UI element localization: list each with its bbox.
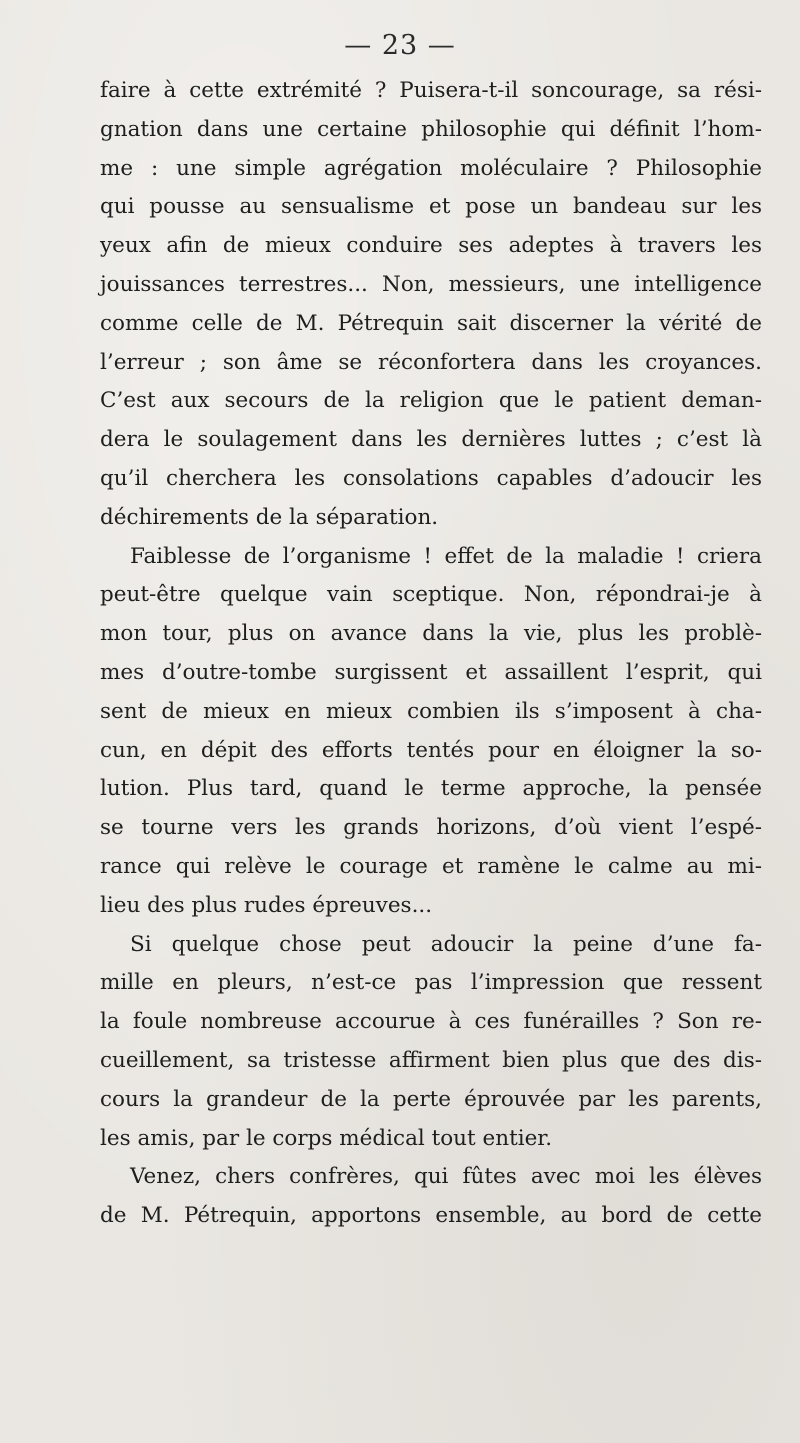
text-line: me : une simple agrégation moléculaire ? Philosophie	[100, 155, 762, 181]
paragraph-end-line: déchirements de la séparation.	[100, 504, 439, 530]
paragraph-start-line: Faiblesse de l’organisme ! effet de la maladie ! criera	[130, 543, 762, 569]
text-line: cours la grandeur de la perte éprouvée par les parents,	[100, 1086, 762, 1112]
page-number: — 23 —	[344, 30, 456, 61]
text-line: jouissances terrestres... Non, messieurs, une intelligence	[100, 271, 762, 297]
text-line: mon tour, plus on avance dans la vie, plus les problè-	[100, 621, 762, 647]
text-line: qu’il cherchera les consolations capables d’adoucir les	[100, 465, 762, 491]
text-line: cun, en dépit des efforts tentés pour en éloigner la so-	[100, 737, 762, 763]
text-line: l’erreur ; son âme se réconfortera dans les croyances.	[100, 349, 762, 375]
text-line: lution. Plus tard, quand le terme approche, la pensée	[100, 776, 762, 802]
text-line: rance qui relève le courage et ramène le calme au mi-	[100, 853, 762, 879]
body-text	[100, 72, 762, 1236]
text-line: se tourne vers les grands horizons, d’où vient l’espé-	[100, 815, 762, 841]
text-line: mes d’outre-tombe surgissent et assaillent l’esprit, qui	[100, 659, 762, 685]
paragraph-start-line: Venez, chers confrères, qui fûtes avec moi les élèves	[130, 1164, 762, 1190]
paragraph-end-line: les amis, par le corps médical tout entier.	[100, 1125, 553, 1151]
text-line: dera le soulagement dans les dernières luttes ; c’est là	[100, 427, 762, 453]
text-line: qui pousse au sensualisme et pose un bandeau sur les	[100, 194, 762, 220]
text-line: peut-être quelque vain sceptique. Non, répondrai-je à	[100, 582, 762, 608]
text-line: faire à cette extrémité ? Puisera-t-il soncourage, sa rési-	[100, 78, 762, 103]
text-line: cueillement, sa tristesse affirment bien plus que des dis-	[100, 1047, 762, 1073]
text-line: la foule nombreuse accourue à ces funérailles ? Son re-	[100, 1009, 762, 1035]
text-line: gnation dans une certaine philosophie qui définit l’hom-	[100, 116, 762, 142]
text-line: de M. Pétrequin, apportons ensemble, au bord de cette	[100, 1203, 762, 1229]
text-line: sent de mieux en mieux combien ils s’imposent à cha-	[100, 698, 762, 724]
text-line: yeux afin de mieux conduire ses adeptes à travers les	[100, 233, 762, 259]
paragraph-start-line: Si quelque chose peut adoucir la peine d’une fa-	[130, 931, 762, 957]
text-line: C’est aux secours de la religion que le patient deman-	[100, 388, 762, 414]
paragraph-end-line: lieu des plus rudes épreuves...	[100, 892, 433, 918]
text-line: comme celle de M. Pétrequin sait discerner la vérité de	[100, 310, 762, 336]
text-line: mille en pleurs, n’est-ce pas l’impression que ressent	[100, 970, 762, 996]
